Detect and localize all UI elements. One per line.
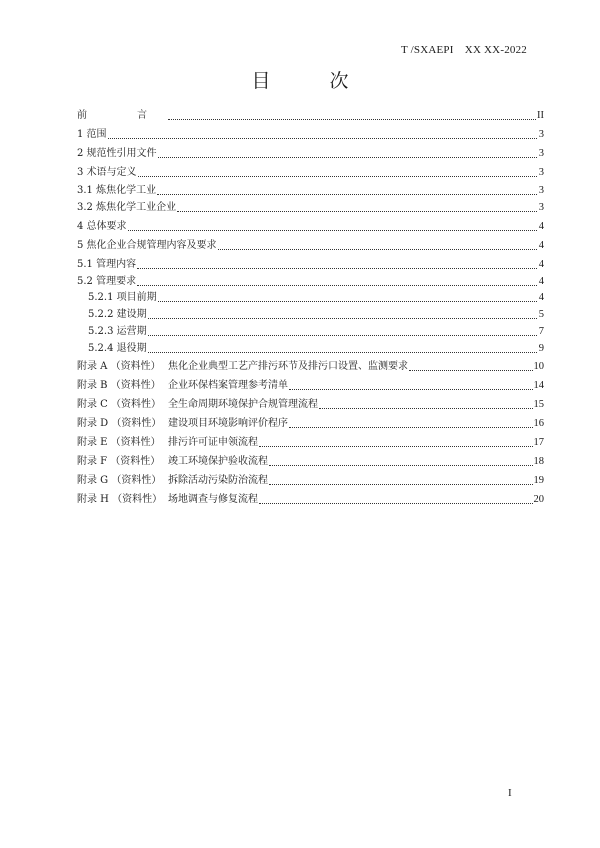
table-of-contents [77, 110, 544, 506]
toc-entry-page: 3 [538, 185, 544, 196]
toc-entry[interactable] [77, 380, 544, 392]
toc-entry[interactable] [77, 202, 544, 214]
page-title: 目 次 [251, 70, 369, 92]
toc-entry[interactable] [77, 437, 544, 449]
toc-entry-label: 5.2.1 项目前期 [88, 292, 157, 303]
toc-leader-dots [158, 156, 537, 158]
toc-entry-page: 10 [533, 361, 544, 372]
toc-leader-dots [148, 334, 537, 336]
toc-appendix-title: 排污许可证申领流程 [168, 437, 258, 448]
toc-leader-dots [148, 351, 537, 353]
toc-entry[interactable] [77, 221, 544, 233]
toc-entry-label: 3 术语与定义 [77, 167, 137, 178]
toc-appendix-prefix: 附录 H （资料性） [77, 494, 163, 505]
toc-entry-page: 4 [538, 259, 544, 270]
toc-appendix-prefix: 附录 G （资料性） [77, 475, 162, 486]
toc-entry-page: 18 [533, 456, 544, 467]
toc-entry-label: 4 总体要求 [77, 221, 127, 232]
toc-appendix-prefix: 附录 D （资料性） [77, 418, 162, 429]
toc-entry[interactable] [77, 494, 544, 506]
toc-entry-label [77, 456, 268, 468]
toc-entry-label: 3.1 炼焦化学工业 [77, 185, 157, 196]
toc-appendix-title: 企业环保档案管理参考清单 [168, 380, 288, 391]
toc-entry[interactable] [77, 309, 544, 321]
toc-appendix-title: 场地调查与修复流程 [168, 494, 258, 505]
toc-entry-page: 9 [538, 343, 544, 354]
toc-leader-dots [177, 210, 537, 212]
toc-entry-label [77, 437, 258, 449]
toc-leader-dots [168, 118, 536, 120]
toc-entry[interactable] [77, 361, 544, 373]
toc-entry[interactable] [77, 326, 544, 338]
toc-leader-dots [138, 175, 537, 177]
toc-leader-dots [137, 284, 537, 286]
toc-entry-label: 5.2.2 建设期 [88, 309, 147, 320]
toc-leader-dots [128, 229, 537, 231]
toc-entry-page: 3 [538, 202, 544, 213]
toc-entry-page: 4 [538, 276, 544, 287]
toc-entry-page: 7 [538, 326, 544, 337]
toc-entry[interactable] [77, 148, 544, 160]
toc-entry-label [77, 399, 318, 411]
toc-leader-dots [269, 464, 533, 466]
toc-entry-label: 5.2.3 运营期 [88, 326, 147, 337]
toc-entry-page: 15 [533, 399, 544, 410]
toc-leader-dots [319, 407, 533, 409]
toc-appendix-title: 建设项目环境影响评价程序 [168, 418, 288, 429]
toc-entry-page: 16 [533, 418, 544, 429]
toc-entry-page: 3 [538, 148, 544, 159]
toc-entry-label: 5.2.4 退役期 [88, 343, 147, 354]
toc-leader-dots [218, 248, 537, 250]
toc-appendix-prefix: 附录 B （资料性） [77, 380, 161, 391]
toc-entry[interactable] [77, 185, 544, 197]
toc-entry[interactable] [77, 456, 544, 468]
toc-entry-page: 19 [533, 475, 544, 486]
toc-leader-dots [269, 483, 533, 485]
toc-appendix-prefix: 附录 C （资料性） [77, 399, 162, 410]
toc-entry-page: II [537, 110, 544, 121]
toc-leader-dots [409, 369, 533, 371]
toc-appendix-prefix: 附录 E （资料性） [77, 437, 161, 448]
toc-entry-label [77, 475, 268, 487]
toc-entry-label [77, 418, 288, 430]
toc-leader-dots [259, 502, 533, 504]
toc-entry-page: 4 [538, 240, 544, 251]
toc-entry-label: 3.2 炼焦化学工业企业 [77, 202, 177, 213]
toc-entry-page: 14 [533, 380, 544, 391]
toc-entry-page: 5 [538, 309, 544, 320]
document-code: T /SXAEPI XX XX-2022 [400, 44, 527, 56]
toc-leader-dots [157, 193, 537, 195]
toc-leader-dots [289, 426, 533, 428]
toc-entry-label: 5.2 管理要求 [77, 276, 137, 287]
toc-appendix-title: 全生命周期环境保护合规管理流程 [168, 399, 318, 410]
toc-entry-label [77, 361, 408, 373]
toc-entry-page: 3 [538, 129, 544, 140]
toc-entry-page: 3 [538, 167, 544, 178]
toc-entry-page: 4 [538, 221, 544, 232]
toc-appendix-prefix: 附录 F （资料性） [77, 456, 161, 467]
toc-appendix-title: 拆除活动污染防治流程 [168, 475, 268, 486]
toc-entry[interactable] [77, 167, 544, 179]
toc-entry-page: 4 [538, 292, 544, 303]
toc-entry-label: 5 焦化企业合规管理内容及要求 [77, 240, 217, 251]
toc-entry[interactable] [77, 475, 544, 487]
toc-entry-label: 1 范围 [77, 129, 107, 140]
toc-entry-page: 20 [533, 494, 544, 505]
toc-appendix-title: 焦化企业典型工艺产排污环节及排污口设置、监测要求 [168, 361, 408, 372]
toc-leader-dots [289, 388, 533, 390]
toc-entry-label: 前 言 [77, 110, 167, 121]
toc-entry[interactable] [77, 418, 544, 430]
toc-leader-dots [137, 267, 537, 269]
toc-entry[interactable] [77, 259, 544, 271]
toc-leader-dots [148, 317, 537, 319]
toc-entry-label [77, 380, 288, 392]
toc-entry-label [77, 494, 258, 506]
toc-appendix-title: 竣工环境保护验收流程 [168, 456, 268, 467]
toc-appendix-prefix: 附录 A （资料性） [77, 361, 161, 372]
toc-entry-label: 5.1 管理内容 [77, 259, 137, 270]
toc-leader-dots [259, 445, 533, 447]
toc-entry[interactable] [77, 240, 544, 252]
toc-entry[interactable] [77, 129, 544, 141]
toc-entry[interactable] [77, 292, 544, 304]
page-number: I [508, 787, 512, 799]
toc-leader-dots [108, 137, 537, 139]
toc-leader-dots [158, 300, 537, 302]
toc-entry-page: 17 [533, 437, 544, 448]
toc-entry-label: 2 规范性引用文件 [77, 148, 157, 159]
toc-entry[interactable] [77, 343, 544, 355]
toc-entry[interactable] [77, 399, 544, 411]
toc-entry[interactable] [77, 276, 544, 288]
toc-entry[interactable] [77, 110, 544, 122]
